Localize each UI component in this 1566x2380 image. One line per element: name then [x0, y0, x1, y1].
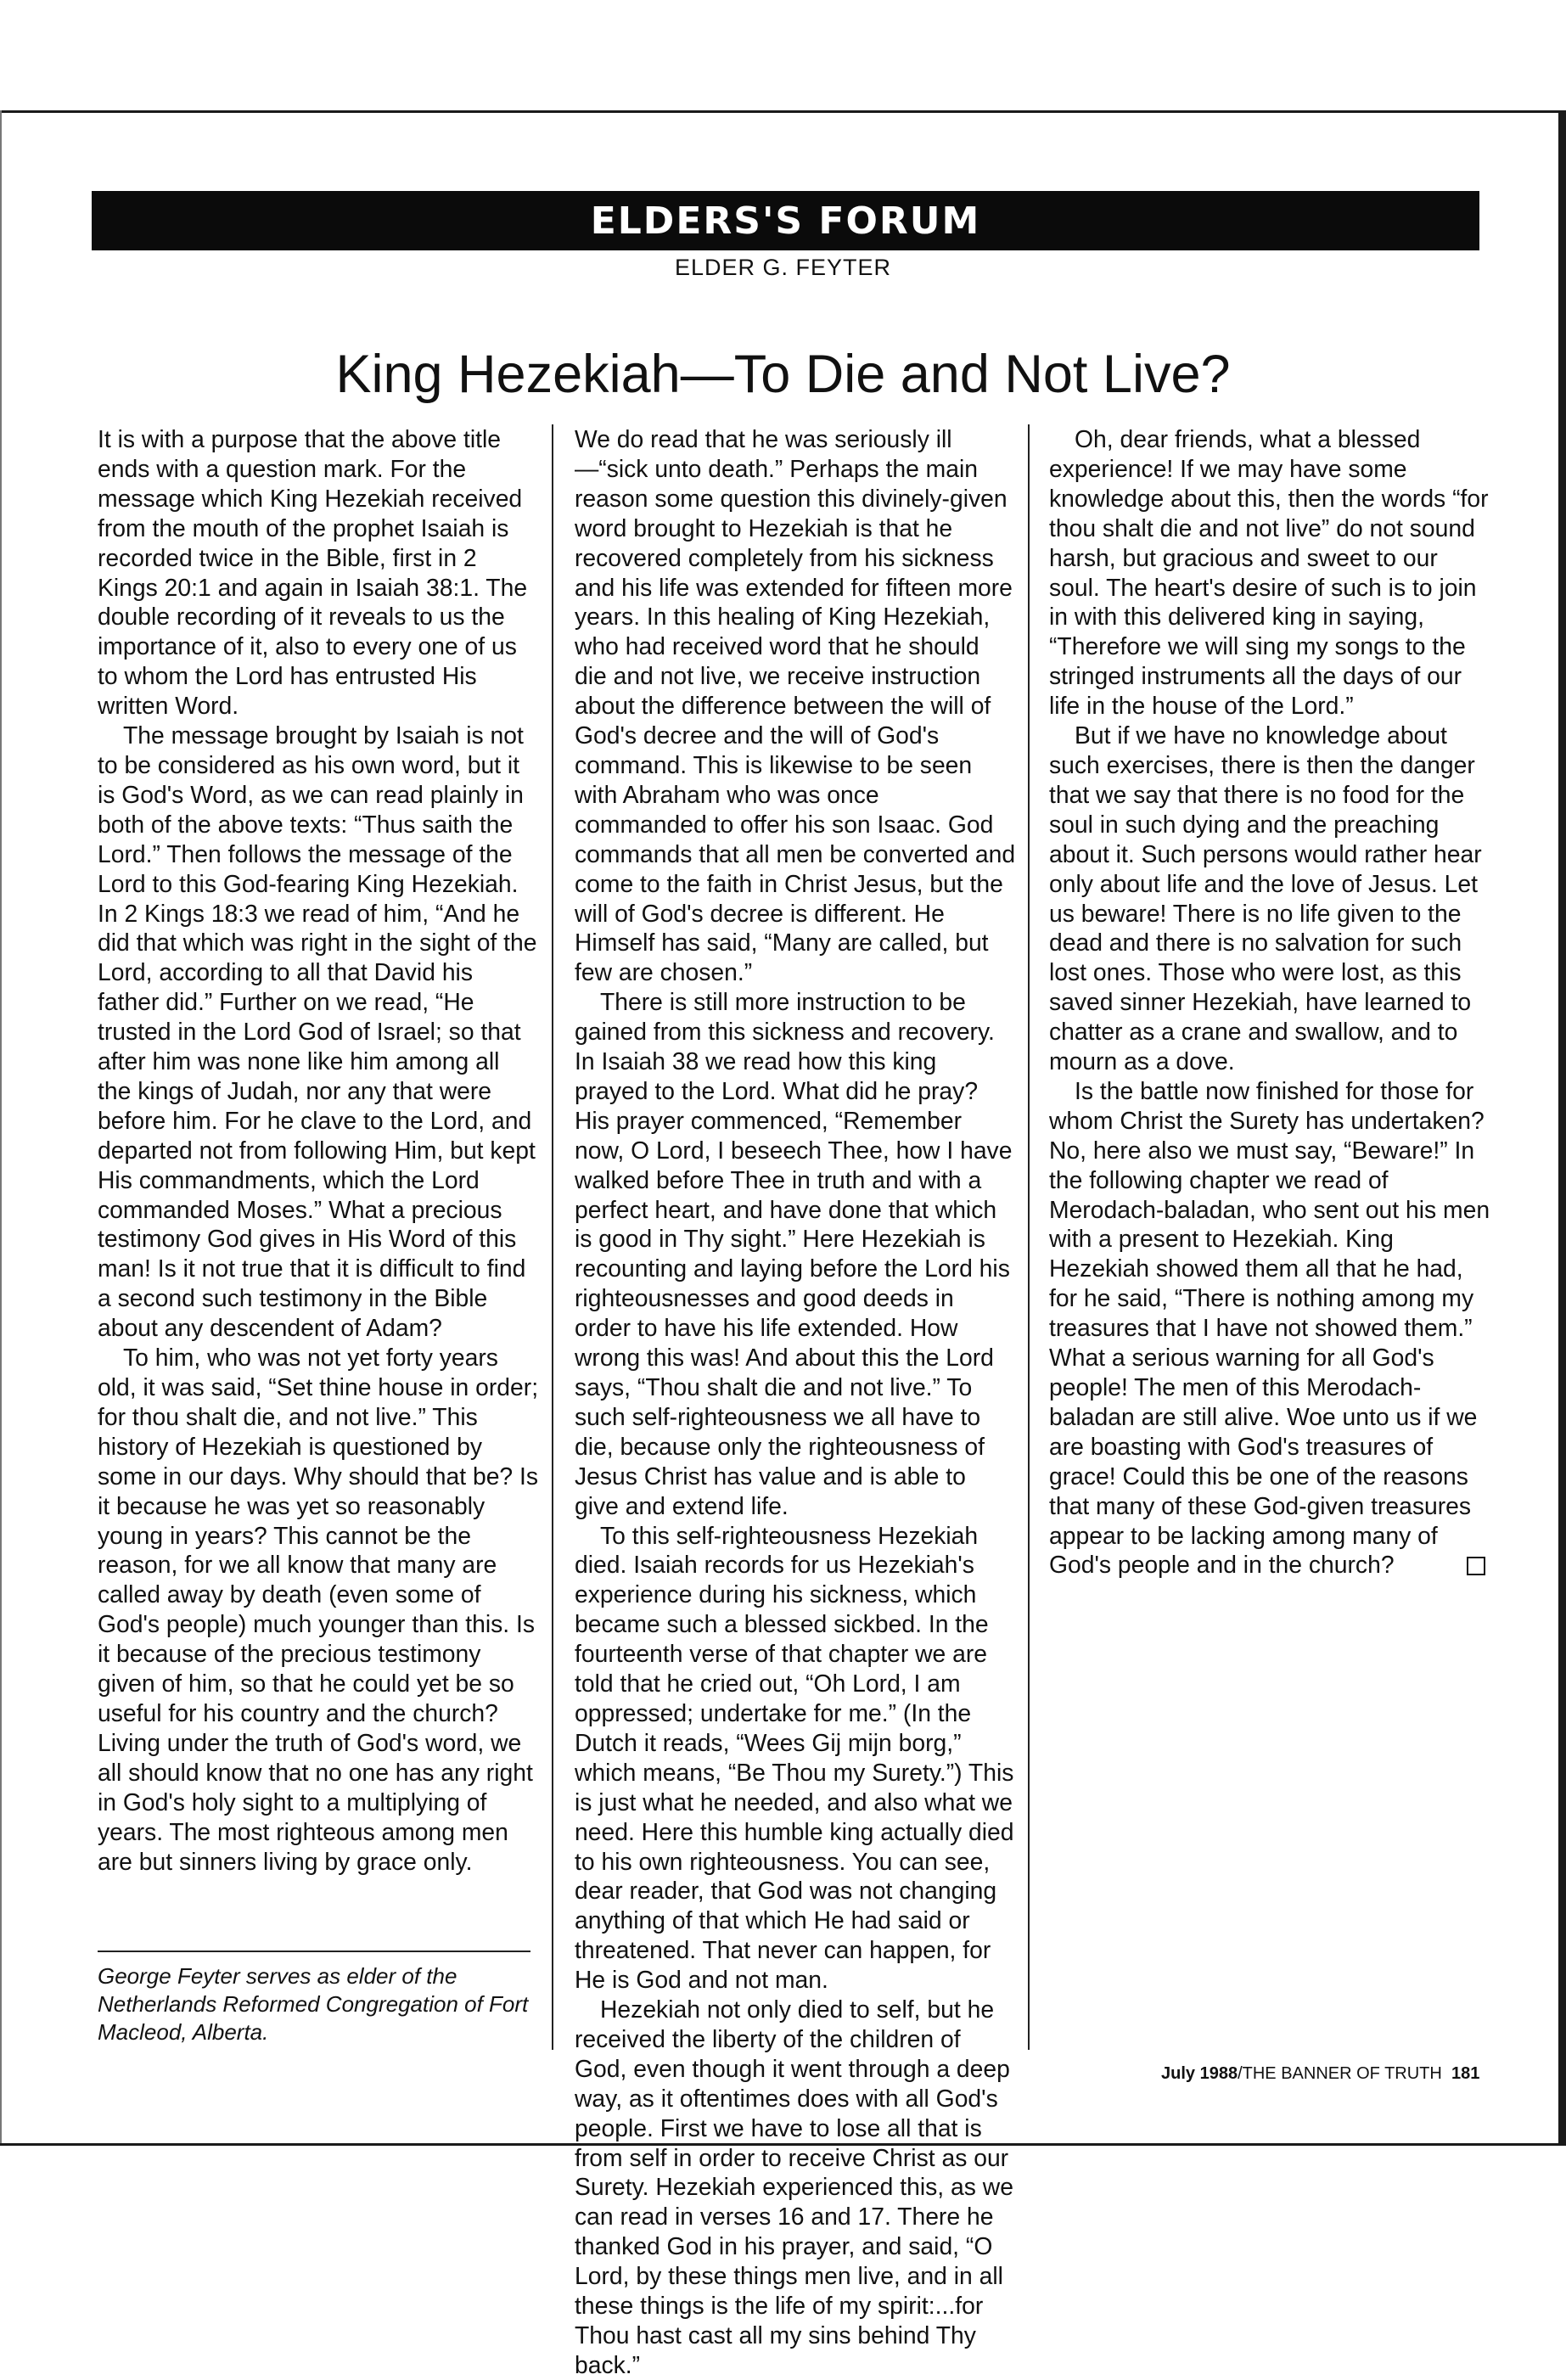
section-label: ELDERS'S FORUM	[590, 199, 981, 243]
issue-date: July 1988	[1161, 2064, 1238, 2083]
page-number: 181	[1451, 2064, 1480, 2083]
article-column-1	[98, 424, 539, 1876]
page-footer	[1161, 2064, 1479, 2084]
article-column-2	[575, 424, 1016, 2380]
section-banner	[92, 191, 1479, 250]
article-column-3	[1049, 424, 1490, 1580]
author-note-divider	[98, 1951, 530, 1952]
author-note: George Feyter serves as elder of the Netherlands Reformed Congregation of Fort Macleod, Alberta.	[98, 1963, 529, 2045]
paragraph: To this self-righteousness Hezekiah died. Isaiah records for us Hezekiah's experience during his sickness, which became such a blessed sickbed. In the fourteenth verse of that chapter we are told that he cried out, “Oh Lord, I am oppressed; undertake for me.” (In the Dutch it reads, “Wees Gij mijn borg,” which means, “Be Thou my Surety.”) This is just what he needed, and also what we need. Here this humble king actually died to his own righteousness. You can see, dear reader, that God was not changing anything of that which He had said or threatened. That never can happen, for He is God and not man.	[575, 1521, 1014, 1994]
end-of-article-icon	[1467, 1557, 1485, 1575]
article-title: King Hezekiah—To Die and Not Live?	[335, 345, 1231, 404]
paragraph: It is with a purpose that the above title ends with a question mark. For the message which King Hezekiah received from the mouth of the prophet Isaiah is recorded twice in the Bible, first in 2 Kings 20:1 and again in Isaiah 38:1. The double recording of it reveals to us the importance of it, also to every one of us to whom the Lord has entrusted His written Word.	[98, 425, 528, 720]
paragraph: Oh, dear friends, what a blessed experience! If we may have some knowledge about this, then the words “for thou shalt die and not live” do not sound harsh, but gracious and sweet to our soul. The heart's desire of such is to join in with this delivered king in saying, “Therefore we will sing my songs to the stringed instruments all the days of our life in the house of the Lord.”	[1049, 425, 1489, 720]
author-byline: ELDER G. FEYTER	[674, 255, 892, 280]
scan-border-right	[1558, 110, 1566, 2146]
paragraph: We do read that he was seriously ill—“sick unto death.” Perhaps the main reason some question this divinely-given word brought to Hezekiah is that he recovered completely from his sickness and his life was extended for fifteen more years. In this healing of King Hezekiah, who had received word that he should die and not live, we receive instruction about the difference between the will of God's decree and the will of God's command. This is likewise to be seen with Abraham who was once commanded to offer his son Isaac. God commands that all men be converted and come to the faith in Christ Jesus, but the will of God's decree is different. He Himself has said, “Many are called, but few are chosen.”	[575, 425, 1016, 986]
paragraph: There is still more instruction to be gained from this sickness and recovery. In Isaiah 38 we read how this king prayed to the Lord. What did he pray? His prayer commenced, “Remember now, O Lord, I beseech Thee, how I have walked before Thee in truth and with a perfect heart, and have done that which is good in Thy sight.” Here Hezekiah is recounting and laying before the Lord his righteousnesses and good deeds in order to have his life extended. How wrong this was! And about this the Lord says, “Thou shalt die and not live.” To such self-righteousness we all have to die, because only the righteousness of Jesus Christ has value and is able to give and extend life.	[575, 988, 1013, 1519]
scan-border-left	[0, 110, 2, 2146]
paragraph: The message brought by Isaiah is not to be considered as his own word, but it is God's Word, as we can read plainly in both of the above texts: “Thus saith the Lord.” Then follows the message of the Lord to this God-fearing King Hezekiah. In 2 Kings 18:3 we read of him, “And he did that which was right in the sight of the Lord, according to all that David his father did.” Further on we read, “He trusted in the Lord God of Israel; so that after him was none like him among all the kings of Judah, nor any that were before him. For he clave to the Lord, and departed not from following Him, but kept His commandments, which the Lord commanded Moses.” What a precious testimony God gives in His Word of this man! Is it not true that it is difficult to find a second such testimony in the Bible about any descendent of Adam?	[98, 721, 537, 1342]
publication-name: THE BANNER OF TRUTH	[1242, 2064, 1442, 2083]
column-divider	[1028, 424, 1030, 2050]
paragraph-text: Is the battle now finished for those for whom Christ the Surety has undertaken? No, here also we must say, “Beware!” In the following chapter we read of Merodach-baladan, who sent out his men with a present to Hezekiah. King Hezekiah showed them all that he had, for he said, “There is nothing among my treasures that I have not showed them.” What a serious warning for all God's people! The men of this Merodach-baladan are still alive. Woe unto us if we are boasting with God's treasures of grace! Could this be one of the reasons that many of these God-given treasures appear to be lacking among many of God's people and in the church?	[1049, 1076, 1490, 1579]
scan-border-top	[0, 0, 1566, 113]
paragraph: Hezekiah not only died to self, but he received the liberty of the children of God, even though it went through a deep way, as it oftentimes does with all God's people. First we have to lose all that is from self in order to receive Christ as our Surety. Hezekiah experienced this, as we can read in verses 16 and 17. There he thanked God in his prayer, and said, “O Lord, by these things men live, and in all these things is the life of my spirit:...for Thou hast cast all my sins behind Thy back.”	[575, 1995, 1013, 2378]
footer-separator: /	[1238, 2064, 1243, 2083]
column-divider	[552, 424, 553, 2050]
paragraph: But if we have no knowledge about such exercises, there is then the danger that we say that there is no food for the soul in such dying and the preaching about it. Such persons would rather hear only about life and the love of Jesus. Let us beware! There is no life given to the dead and there is no salvation for such lost ones. Those who were lost, as this saved sinner Hezekiah, have learned to chatter as a crane and swallow, and to mourn as a dove.	[1049, 721, 1482, 1075]
paragraph	[1049, 1076, 1490, 1580]
paragraph: To him, who was not yet forty years old, it was said, “Set thine house in order; for thou shalt die, and not live.” This history of Hezekiah is questioned by some in our days. Why should that be? Is it because he was yet so reasonably young in years? This cannot be the reason, for we all know that many are called away by death (even some of God's people) much younger than this. Is it because of the precious testimony given of him, so that he could yet be so useful for his country and the church? Living under the truth of God's word, we all should know that no one has any right in God's holy sight to a multiplying of years. The most righteous among men are but sinners living by grace only.	[98, 1344, 539, 1875]
